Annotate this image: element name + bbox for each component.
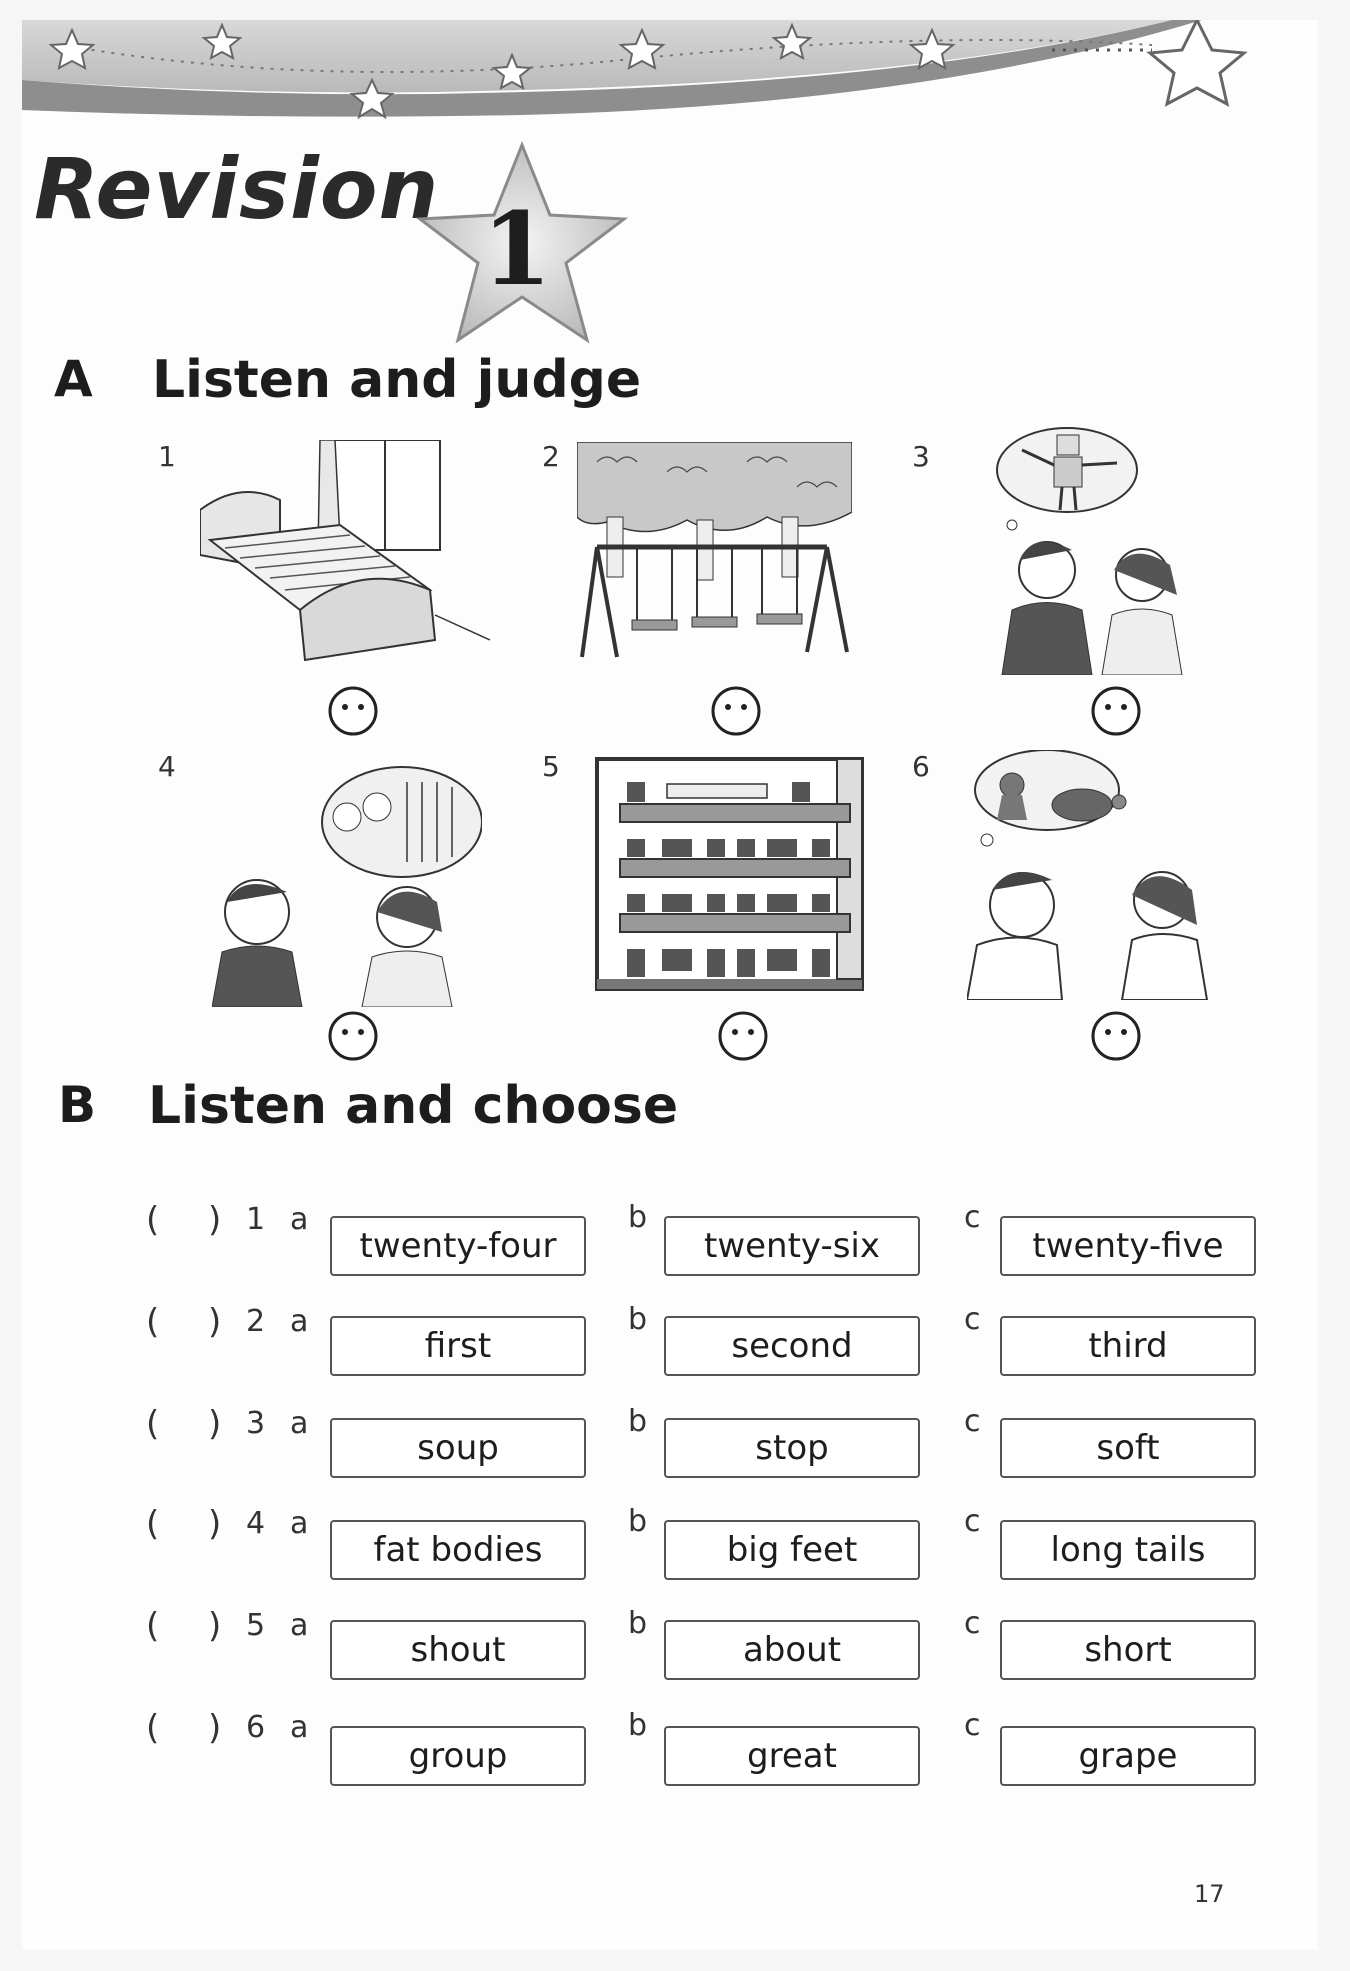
question-number: 5 — [246, 1608, 266, 1643]
option-a-box[interactable]: twenty-four — [330, 1216, 586, 1276]
question-row — [22, 1200, 1318, 1270]
option-b-box[interactable]: twenty-six — [664, 1216, 920, 1276]
option-b-box[interactable]: second — [664, 1316, 920, 1376]
option-c-box[interactable]: long tails — [1000, 1520, 1256, 1580]
question-row — [22, 1606, 1318, 1676]
star-banner — [22, 20, 1318, 140]
picture-number-6: 6 — [912, 750, 930, 783]
section-a-letter: A — [54, 350, 93, 408]
answer-bracket-close[interactable]: ) — [208, 1302, 222, 1342]
answer-bracket-open[interactable]: ( — [146, 1504, 160, 1544]
option-letter-c: c — [964, 1504, 981, 1539]
picture-number-2: 2 — [542, 440, 560, 473]
option-letter-a: a — [290, 1608, 309, 1643]
answer-bracket-close[interactable]: ) — [208, 1504, 222, 1544]
question-number: 6 — [246, 1710, 266, 1745]
children-talking-about-monkey-turtle-illustration — [967, 750, 1217, 1000]
option-c-box[interactable]: grape — [1000, 1726, 1256, 1786]
section-b-letter: B — [58, 1076, 97, 1134]
answer-bracket-close[interactable]: ) — [208, 1606, 222, 1646]
judge-face-icon-2[interactable] — [710, 685, 762, 737]
option-letter-b: b — [628, 1504, 648, 1539]
children-talking-about-robot-illustration — [992, 425, 1212, 675]
answer-bracket-open[interactable]: ( — [146, 1200, 160, 1240]
option-letter-c: c — [964, 1404, 981, 1439]
question-number: 2 — [246, 1304, 266, 1339]
answer-bracket-open[interactable]: ( — [146, 1708, 160, 1748]
option-c-box[interactable]: third — [1000, 1316, 1256, 1376]
option-letter-c: c — [964, 1708, 981, 1743]
bed-illustration — [200, 440, 500, 680]
answer-bracket-close[interactable]: ) — [208, 1708, 222, 1748]
question-number: 3 — [246, 1406, 266, 1441]
page-number: 17 — [1194, 1880, 1225, 1908]
section-a-title: Listen and judge — [152, 350, 642, 410]
option-a-box[interactable]: first — [330, 1316, 586, 1376]
question-row — [22, 1302, 1318, 1372]
answer-bracket-close[interactable]: ) — [208, 1200, 222, 1240]
picture-number-1: 1 — [158, 440, 176, 473]
option-b-box[interactable]: stop — [664, 1418, 920, 1478]
building-floors-illustration — [592, 754, 867, 994]
option-letter-c: c — [964, 1302, 981, 1337]
picture-number-4: 4 — [158, 750, 176, 783]
revision-number: 1 — [482, 190, 552, 308]
option-letter-a: a — [290, 1506, 309, 1541]
judge-face-icon-1[interactable] — [327, 685, 379, 737]
option-a-box[interactable]: soup — [330, 1418, 586, 1478]
option-c-box[interactable]: soft — [1000, 1418, 1256, 1478]
option-a-box[interactable]: fat bodies — [330, 1520, 586, 1580]
question-row — [22, 1708, 1318, 1778]
option-b-box[interactable]: great — [664, 1726, 920, 1786]
option-a-box[interactable]: group — [330, 1726, 586, 1786]
question-number: 1 — [246, 1202, 266, 1237]
question-number: 4 — [246, 1506, 266, 1541]
answer-bracket-open[interactable]: ( — [146, 1302, 160, 1342]
option-letter-b: b — [628, 1606, 648, 1641]
option-letter-b: b — [628, 1404, 648, 1439]
option-c-box[interactable]: short — [1000, 1620, 1256, 1680]
answer-bracket-open[interactable]: ( — [146, 1606, 160, 1646]
option-letter-b: b — [628, 1200, 648, 1235]
option-b-box[interactable]: big feet — [664, 1520, 920, 1580]
option-letter-a: a — [290, 1710, 309, 1745]
children-talking-about-zoo-illustration — [212, 762, 482, 1007]
picture-number-3: 3 — [912, 440, 930, 473]
option-b-box[interactable]: about — [664, 1620, 920, 1680]
option-letter-a: a — [290, 1202, 309, 1237]
question-row — [22, 1504, 1318, 1574]
judge-face-icon-3[interactable] — [1090, 685, 1142, 737]
option-letter-c: c — [964, 1200, 981, 1235]
option-letter-c: c — [964, 1606, 981, 1641]
judge-face-icon-4[interactable] — [327, 1010, 379, 1062]
option-a-box[interactable]: shout — [330, 1620, 586, 1680]
judge-face-icon-5[interactable] — [717, 1010, 769, 1062]
swings-under-trees-illustration — [577, 442, 852, 667]
question-row — [22, 1404, 1318, 1474]
judge-face-icon-6[interactable] — [1090, 1010, 1142, 1062]
option-c-box[interactable]: twenty-five — [1000, 1216, 1256, 1276]
section-b-title: Listen and choose — [148, 1076, 679, 1136]
option-letter-a: a — [290, 1406, 309, 1441]
option-letter-b: b — [628, 1302, 648, 1337]
revision-title: Revision — [34, 140, 440, 238]
answer-bracket-close[interactable]: ) — [208, 1404, 222, 1444]
option-letter-b: b — [628, 1708, 648, 1743]
workbook-page — [22, 20, 1318, 1950]
answer-bracket-open[interactable]: ( — [146, 1404, 160, 1444]
option-letter-a: a — [290, 1304, 309, 1339]
picture-number-5: 5 — [542, 750, 560, 783]
